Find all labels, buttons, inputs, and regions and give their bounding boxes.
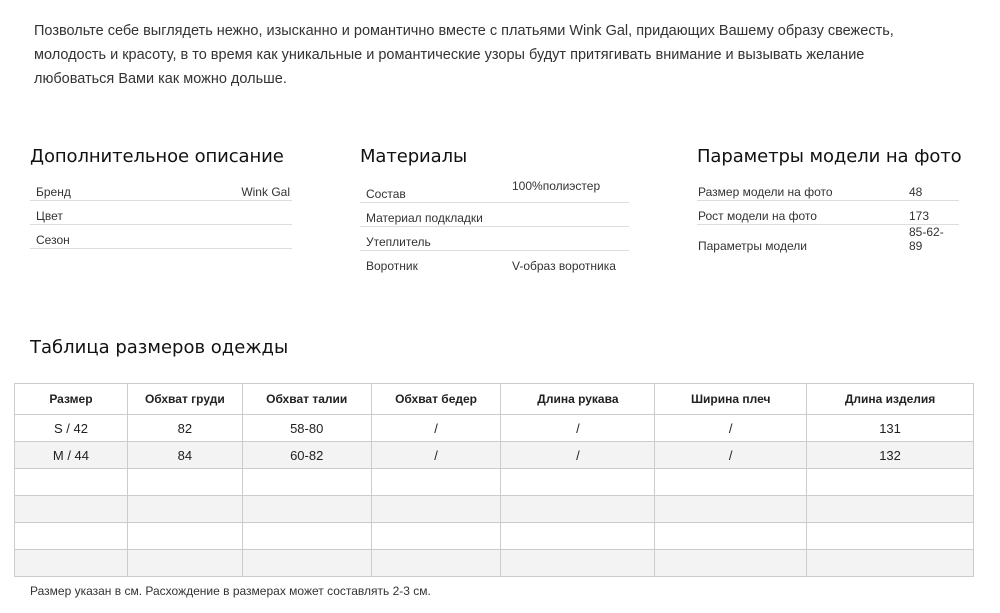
table-cell — [655, 523, 807, 550]
table-row — [15, 496, 974, 523]
table-row — [697, 225, 959, 255]
row-key: Размер модели на фото — [698, 185, 833, 199]
table-cell — [371, 523, 501, 550]
table-cell — [655, 469, 807, 496]
table-row — [15, 469, 974, 496]
table-cell — [501, 469, 655, 496]
table-row — [30, 177, 292, 201]
table-row — [15, 442, 974, 469]
table-cell — [807, 523, 974, 550]
table-cell: 60-82 — [242, 442, 371, 469]
table-cell — [15, 523, 128, 550]
table-cell — [807, 550, 974, 577]
table-cell: / — [655, 415, 807, 442]
table-cell: 82 — [127, 415, 242, 442]
row-value — [200, 225, 292, 249]
row-key: Сезон — [36, 233, 70, 247]
table-cell — [371, 469, 501, 496]
row-key: Состав — [366, 187, 406, 201]
additional-table — [30, 177, 292, 249]
table-cell — [371, 550, 501, 577]
table-row — [697, 201, 959, 225]
table-cell: S / 42 — [15, 415, 128, 442]
row-key: Рост модели на фото — [698, 209, 817, 223]
table-cell: 58-80 — [242, 415, 371, 442]
size-footnote: Размер указан в см. Расхождение в размерах может составлять 2-3 см. — [30, 584, 431, 598]
table-row — [360, 177, 629, 203]
model-parameters-section — [697, 146, 962, 254]
header-cell: Ширина плеч — [655, 384, 807, 415]
table-cell — [127, 523, 242, 550]
row-key: Бренд — [36, 185, 71, 199]
table-cell — [655, 550, 807, 577]
row-value: 173 — [909, 209, 930, 223]
table-row — [360, 203, 629, 227]
table-cell — [371, 496, 501, 523]
row-key: Параметры модели — [698, 239, 807, 253]
table-cell — [242, 550, 371, 577]
table-cell — [15, 469, 128, 496]
table-row — [30, 225, 292, 249]
table-cell: / — [371, 415, 501, 442]
table-cell: 131 — [807, 415, 974, 442]
size-table-title: Таблица размеров одежды — [30, 337, 289, 358]
row-value: 85-62-89 — [909, 225, 944, 253]
header-cell: Размер — [15, 384, 128, 415]
header-cell: Обхват бедер — [371, 384, 501, 415]
table-cell — [501, 550, 655, 577]
header-cell: Обхват груди — [127, 384, 242, 415]
table-cell: 84 — [127, 442, 242, 469]
row-key: Материал подкладки — [366, 211, 483, 225]
row-key: Утеплитель — [366, 235, 431, 249]
table-cell — [501, 523, 655, 550]
table-row — [15, 523, 974, 550]
table-row — [30, 201, 292, 225]
table-cell — [807, 469, 974, 496]
table-cell — [242, 523, 371, 550]
table-cell — [501, 496, 655, 523]
product-description: Позвольте себе выглядеть нежно, изысканно и романтично вместе с платьями Wink Gal, придающих Вашему образу свежесть, молодость и красоту, в то время как уникальные и романтические узоры будут притягивать внимание и вызывать желание любоваться Вами как можно дольше. — [34, 23, 894, 87]
header-cell: Длина изделия — [807, 384, 974, 415]
table-row — [360, 251, 629, 275]
header-cell: Длина рукава — [501, 384, 655, 415]
section-title: Дополнительное описание — [30, 146, 284, 167]
row-value — [200, 201, 292, 225]
materials-section — [360, 146, 629, 274]
section-title: Параметры модели на фото — [697, 146, 962, 167]
size-table-header — [15, 384, 974, 415]
table-row — [15, 550, 974, 577]
table-cell — [127, 496, 242, 523]
header-cell: Обхват талии — [242, 384, 371, 415]
materials-table — [360, 177, 629, 274]
table-cell — [127, 550, 242, 577]
row-value — [506, 227, 629, 251]
row-value: Wink Gal — [241, 185, 290, 199]
table-row — [15, 415, 974, 442]
table-cell — [655, 496, 807, 523]
row-key: Воротник — [366, 259, 418, 273]
table-cell: / — [655, 442, 807, 469]
model-table — [697, 177, 959, 254]
table-row — [360, 227, 629, 251]
table-cell — [807, 496, 974, 523]
table-cell: / — [371, 442, 501, 469]
table-cell — [15, 496, 128, 523]
table-cell — [15, 550, 128, 577]
table-cell: M / 44 — [15, 442, 128, 469]
row-key: Цвет — [36, 209, 63, 223]
row-value: 48 — [909, 185, 923, 199]
size-table — [14, 383, 974, 577]
table-cell — [127, 469, 242, 496]
section-title: Материалы — [360, 146, 468, 167]
additional-description-section — [30, 146, 292, 249]
table-cell: / — [501, 415, 655, 442]
table-cell — [242, 469, 371, 496]
table-row — [697, 177, 959, 201]
table-cell — [242, 496, 371, 523]
row-value: 100%полиэстер — [512, 179, 601, 193]
row-value: V-образ воротника — [512, 259, 616, 273]
row-value — [506, 203, 629, 227]
table-cell: 132 — [807, 442, 974, 469]
table-cell: / — [501, 442, 655, 469]
